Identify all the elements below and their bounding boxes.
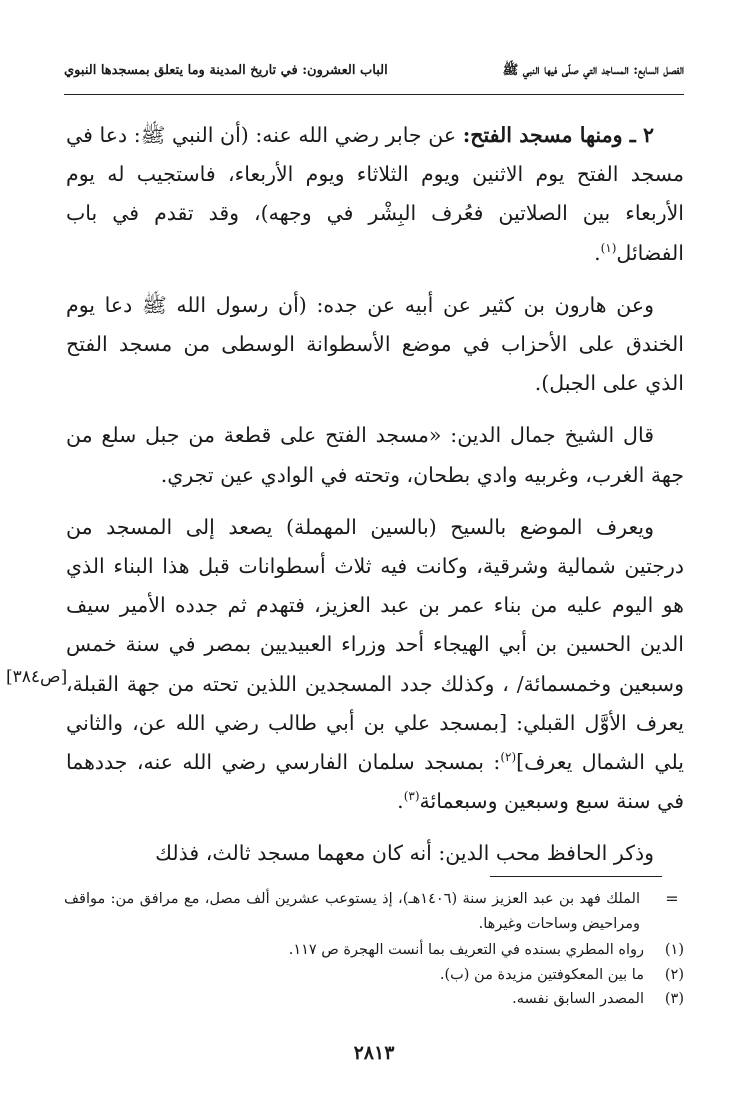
- manuscript-page-marker: [ص٣٨٤]: [6, 667, 68, 687]
- paragraph-4: [66, 508, 684, 822]
- footnote-ref-1[interactable]: (١): [600, 240, 617, 255]
- header-chapter: الفصل السابع: المساجد التي صلّى فيها النبي ﷺ: [502, 63, 684, 78]
- footnote-1: [64, 938, 684, 963]
- footnote-number: (١): [664, 942, 684, 958]
- footnotes: [64, 887, 684, 1012]
- footnote-text: ما بين المعكوفتين مزيدة من (ب).: [439, 966, 644, 983]
- header-section: الباب العشرون: في تاريخ المدينة وما يتعلق بمسجدها النبوي: [64, 63, 388, 78]
- main-text: [66, 116, 684, 874]
- header-rule: [64, 94, 684, 95]
- footnote-2: [64, 963, 684, 988]
- page-number: ٢٨١٣: [353, 1042, 395, 1064]
- footnote-ref-3[interactable]: (٣): [403, 789, 420, 804]
- footnote-ref-2[interactable]: (٢): [500, 750, 517, 765]
- section-heading: ٢ ـ ومنها مسجد الفتح:: [462, 123, 654, 147]
- footnote-continuation-text: الملك فهد بن عبد العزيز سنة (١٤٠٦هـ)، إذ يستوعب عشرين ألف مصل، مع مرافق من: مواقف ومراحيض وساحات وغيرها.: [64, 891, 640, 932]
- paragraph-1-text: عن جابر رضي الله عنه: (أن النبي ﷺ: دعا في مسجد الفتح يوم الاثنين ويوم الثلاثاء ويوم الأربعاء، فاستجيب له يوم الأربعاء بين الصلاتين فعُرف البِشْر في وجهه)، وقد تقدم في باب الفضائل: [66, 123, 684, 265]
- footnote-number: (٣): [664, 991, 684, 1007]
- paragraph-3: قال الشيخ جمال الدين: «مسجد الفتح على قطعة من جبل سلع من جهة الغرب، وغربيه وادي بطحان، وتحته في الوادي عين تجري.: [66, 423, 684, 487]
- footnote-rule: [490, 876, 662, 877]
- paragraph-4-end: .: [397, 789, 404, 814]
- paragraph-2: وعن هارون بن كثير عن أبيه عن جده: (أن رسول الله ﷺ دعا يوم الخندق على الأحزاب في موضع الأسطوانة الوسطى من مسجد الفتح الذي على الجبل).: [66, 292, 684, 396]
- continuation-mark: =: [665, 889, 679, 908]
- paragraph-5: وذكر الحافظ محب الدين: أنه كان معهما مسجد ثالث، فذلك: [155, 841, 654, 866]
- paragraph-4-text-b: : بمسجد سلمان الفارسي رضي الله عنه، جددهما في سنة سبع وسبعين وسبعمائة: [66, 750, 684, 814]
- paragraph-1-end: .: [594, 240, 601, 265]
- footnote-text: المصدر السابق نفسه.: [512, 991, 644, 1007]
- footnote-number: (٢): [664, 966, 684, 983]
- paragraph-4-text-a: ويعرف الموضع بالسيح (بالسين المهملة) يصعد إلى المسجد من درجتين شمالية وشرقية، وكانت فيه ثلاث أسطوانات قبل هذا البناء الذي هو اليوم عليه من بناء عمر بن عبد العزيز، فتهدم ثم جدده الأمير سيف الدين الحسين بن أبي الهيجاء أحد وزراء العبيديين بمصر في سنة خمس وسبعين وخمسمائة/ ، وكذلك جدد المسجدين اللذين تحته من جهة القبلة، يعرف الأوَّل القبلي: [بمسجد علي بن أبي طالب رضي الله عن، والثاني يلي الشمال يعرف]: [66, 514, 684, 775]
- paragraph-1: [66, 116, 684, 273]
- footnote-3: [64, 987, 684, 1012]
- running-header: [64, 62, 684, 81]
- footnote-continuation: [64, 887, 684, 936]
- footnote-text: رواه المطري بسنده في التعريف بما أنست الهجرة ص ١١٧.: [288, 942, 644, 958]
